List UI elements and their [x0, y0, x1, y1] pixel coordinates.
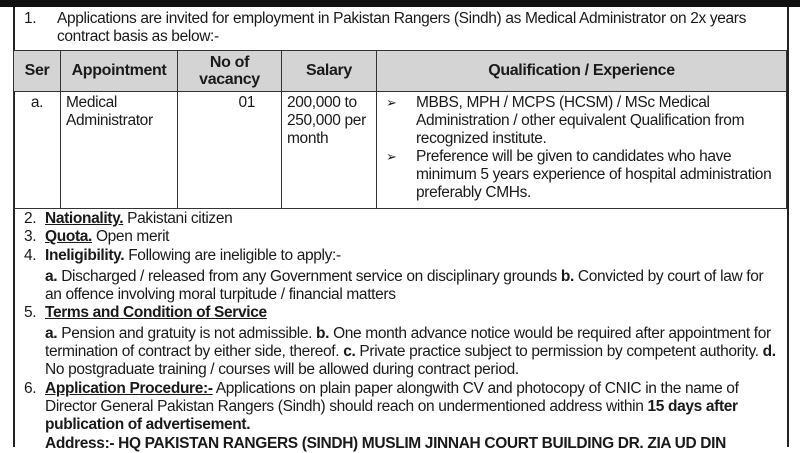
arrow-bullet-icon: ➢: [386, 149, 397, 164]
vacancy-table: [13, 50, 787, 209]
address: Address:- HQ PAKISTAN RANGERS (SINDH) MUSLIM JINNAH COURT BUILDING DR. ZIA UD DIN: [45, 434, 726, 452]
header-qualification: Qualification / Experience: [377, 51, 787, 92]
section-application-procedure: 6. Application Procedure:- Applications on plain paper alongwith CV and photocopy of CNIC in the name of Director General Pakistan Rangers (Sindh) should reach on undermentioned address within 15 days after publication of advertisement.: [24, 379, 739, 434]
terms-details: a. Pension and gratuity is not admissible. b. One month advance notice would be required after appointment for termination of contract by either side, thereof. c. Private practice subject to permission by competent authority. d. No postgraduate training / courses will be allowed during contract period.: [45, 324, 776, 379]
terms-sections: [24, 210, 780, 453]
table-row: [14, 92, 787, 209]
header-salary: Salary: [282, 51, 377, 92]
section-ineligibility: 4. Ineligibility. Following are ineligible to apply:-: [24, 246, 341, 264]
cell-vacancy: 01: [178, 92, 282, 209]
header-appointment: Appointment: [61, 51, 178, 92]
intro-paragraph: [24, 10, 780, 46]
section-terms: 5. Terms and Condition of Service: [24, 304, 267, 322]
section-quota: 3. Quota. Open merit: [24, 228, 170, 246]
header-vacancy: No of vacancy: [178, 51, 282, 92]
ineligibility-details: a. Discharged / released from any Government service on disciplinary grounds b. Convicted by court of law for an offence involving moral turpitude / financial matters: [45, 267, 764, 304]
cell-appointment: Medical Administrator: [61, 92, 178, 209]
qualification-item: ➢ Preference will be given to candidates who have minimum 5 years experience of hospital administration preferably CMHs.: [386, 148, 772, 201]
section-nationality: 2. Nationality. Pakistani citizen: [24, 210, 233, 227]
cell-ser: a.: [14, 92, 61, 209]
header-ser: Ser: [14, 51, 61, 92]
table-header-row: [14, 51, 787, 92]
cell-salary: 200,000 to 250,000 per month: [282, 92, 377, 209]
intro-number: 1.: [24, 10, 37, 27]
top-border-bar: [0, 0, 800, 7]
arrow-bullet-icon: ➢: [386, 95, 397, 110]
intro-text: Applications are invited for employment in Pakistan Rangers (Sindh) as Medical Administrator on 2x years contract basis as below:-: [57, 10, 746, 45]
cell-qualification: [377, 92, 787, 209]
qualification-item: ➢ MBBS, MPH / MCPS (HCSM) / MSc Medical Administration / other equivalent Qualification from recognized institute.: [386, 94, 745, 147]
